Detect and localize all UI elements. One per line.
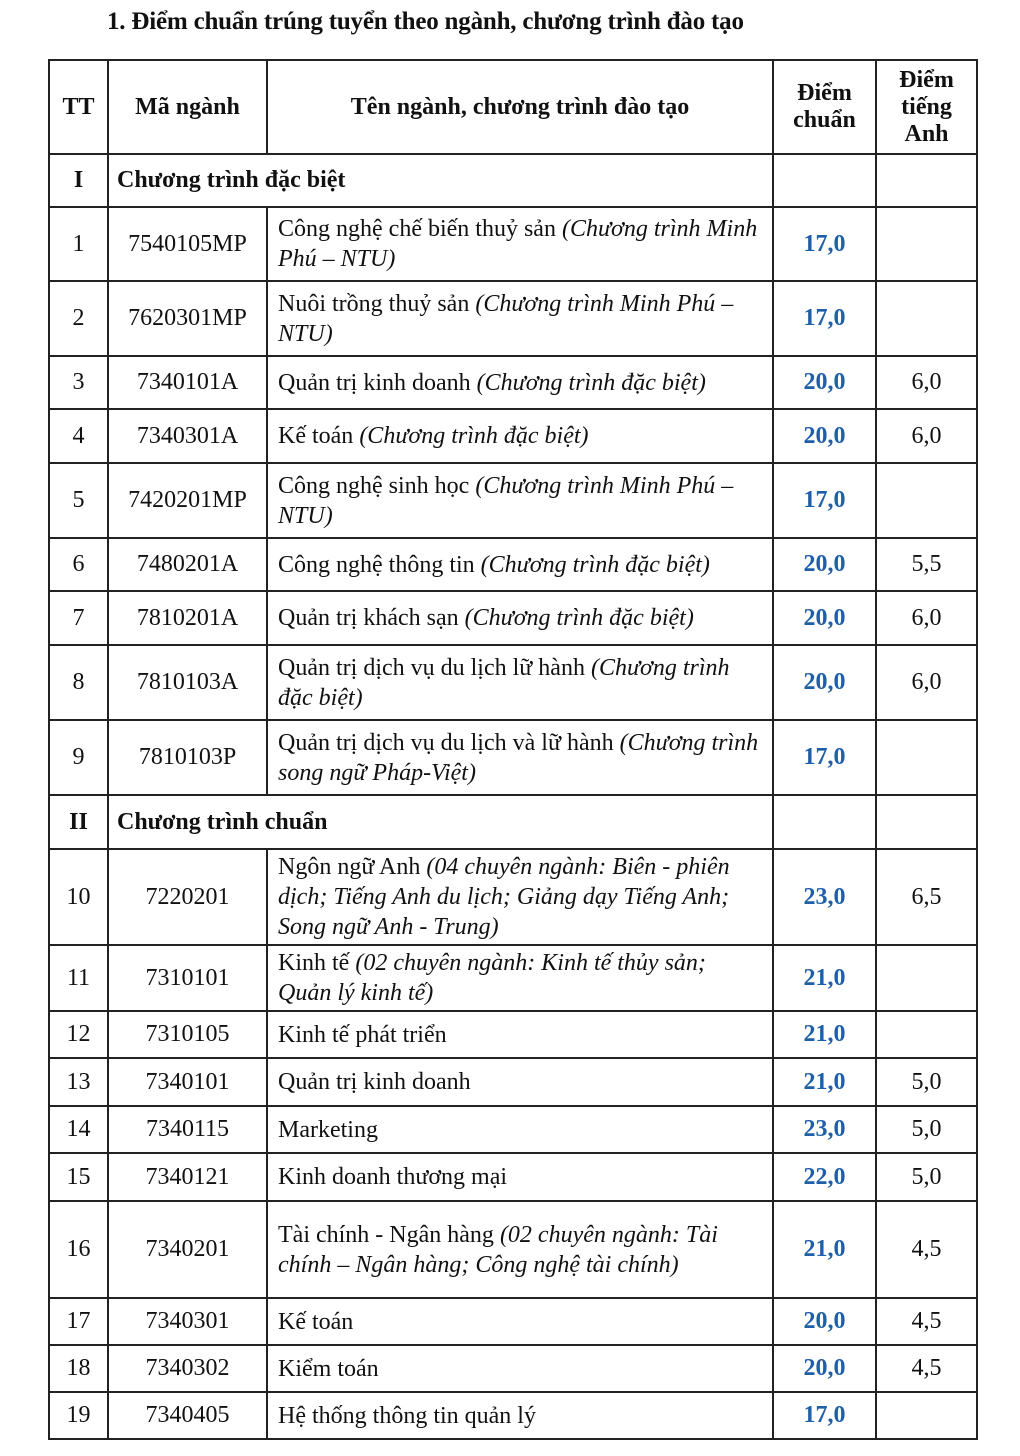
program-name: Ngôn ngữ Anh — [278, 854, 427, 880]
program-name: Hệ thống thông tin quản lý — [278, 1402, 536, 1429]
program-name: Công nghệ thông tin — [278, 551, 481, 578]
table-row — [49, 463, 977, 538]
cutoff-score: 17,0 — [773, 281, 876, 356]
program-name: Quản trị kinh doanh — [278, 369, 477, 396]
cutoff-score: 20,0 — [773, 1345, 876, 1392]
program-note: (Chương trình đặc biệt) — [278, 654, 730, 711]
table-row — [49, 945, 977, 1011]
row-number: 16 — [49, 1201, 108, 1298]
table-row — [49, 409, 977, 463]
table-row — [49, 591, 977, 645]
english-score: 6,0 — [876, 356, 977, 409]
row-number: 15 — [49, 1153, 108, 1201]
row-number: 11 — [49, 945, 108, 1011]
program-code: 7340121 — [108, 1153, 267, 1201]
row-number: 10 — [49, 849, 108, 945]
table-row — [49, 1392, 977, 1439]
program-note: (04 chuyên ngành: Biên - phiên dịch; Tiếng Anh du lịch; Giảng dạy Tiếng Anh; Song ngữ Anh - Trung) — [278, 854, 730, 940]
program-name: Kiểm toán — [278, 1355, 379, 1382]
section-row — [49, 795, 977, 849]
section-score-empty — [773, 795, 876, 849]
program-note: (Chương trình đặc biệt) — [476, 369, 706, 396]
cutoff-score: 21,0 — [773, 1011, 876, 1058]
english-score — [876, 207, 977, 281]
section-title: Chương trình đặc biệt — [108, 154, 773, 207]
english-score: 4,5 — [876, 1345, 977, 1392]
section-title: Chương trình chuẩn — [108, 795, 773, 849]
english-score — [876, 945, 977, 1011]
program-code: 7340201 — [108, 1201, 267, 1298]
section-english-empty — [876, 154, 977, 207]
table-body — [49, 154, 977, 1439]
program-name: Kế toán — [278, 1308, 354, 1335]
program-note: (Chương trình đặc biệt) — [464, 605, 694, 631]
program-name: Kinh doanh thương mại — [278, 1164, 508, 1190]
program-code: 7810103P — [108, 720, 267, 795]
english-score: 6,0 — [876, 645, 977, 720]
section-number: I — [49, 154, 108, 207]
english-score: 6,0 — [876, 409, 977, 463]
english-score — [876, 463, 977, 538]
cutoff-score: 22,0 — [773, 1153, 876, 1201]
program-name-cell — [267, 1298, 773, 1345]
row-number: 7 — [49, 591, 108, 645]
section-number: II — [49, 795, 108, 849]
program-code: 7220201 — [108, 849, 267, 945]
row-number: 1 — [49, 207, 108, 281]
program-name-cell — [267, 720, 773, 795]
program-note: (02 chuyên ngành: Tài chính – Ngân hàng; Công nghệ tài chính) — [278, 1221, 718, 1278]
row-number: 4 — [49, 409, 108, 463]
english-score — [876, 281, 977, 356]
table-row — [49, 1201, 977, 1298]
cutoff-score: 21,0 — [773, 1058, 876, 1106]
program-note: (Chương trình Minh Phú – NTU) — [278, 216, 758, 272]
row-number: 6 — [49, 538, 108, 591]
english-score: 6,0 — [876, 591, 977, 645]
cutoff-score: 21,0 — [773, 1201, 876, 1298]
cutoff-score: 17,0 — [773, 463, 876, 538]
table-row — [49, 281, 977, 356]
program-code: 7420201MP — [108, 463, 267, 538]
cutoff-score: 21,0 — [773, 945, 876, 1011]
section-row — [49, 154, 977, 207]
header-name: Tên ngành, chương trình đào tạo — [267, 60, 773, 154]
row-number: 3 — [49, 356, 108, 409]
program-name-cell — [267, 281, 773, 356]
cutoff-score: 23,0 — [773, 1106, 876, 1153]
program-name-cell — [267, 645, 773, 720]
cutoff-score: 20,0 — [773, 409, 876, 463]
program-name-cell — [267, 409, 773, 463]
table-row — [49, 645, 977, 720]
english-score: 4,5 — [876, 1201, 977, 1298]
program-note: (02 chuyên ngành: Kinh tế thủy sản; Quản lý kinh tế) — [278, 950, 706, 1006]
program-note: (Chương trình Minh Phú – NTU) — [278, 472, 734, 529]
english-score: 5,0 — [876, 1153, 977, 1201]
program-code: 7620301MP — [108, 281, 267, 356]
row-number: 2 — [49, 281, 108, 356]
row-number: 8 — [49, 645, 108, 720]
cutoff-score: 20,0 — [773, 1298, 876, 1345]
row-number: 9 — [49, 720, 108, 795]
cutoff-score: 20,0 — [773, 591, 876, 645]
program-note: (Chương trình đặc biệt) — [480, 551, 710, 578]
english-score: 5,0 — [876, 1106, 977, 1153]
program-name: Kinh tế phát triển — [278, 1021, 447, 1048]
program-name-cell — [267, 1345, 773, 1392]
row-number: 14 — [49, 1106, 108, 1153]
page-heading: 1. Điểm chuẩn trúng tuyển theo ngành, chương trình đào tạo — [107, 8, 744, 35]
program-name: Công nghệ sinh học — [278, 472, 476, 499]
program-name: Quản trị dịch vụ du lịch và lữ hành — [278, 729, 620, 756]
program-code: 7540105MP — [108, 207, 267, 281]
table-row — [49, 1011, 977, 1058]
program-name-cell — [267, 1058, 773, 1106]
program-name: Quản trị khách sạn — [278, 605, 465, 631]
english-score: 5,0 — [876, 1058, 977, 1106]
program-name: Quản trị kinh doanh — [278, 1069, 471, 1095]
english-score: 6,5 — [876, 849, 977, 945]
program-name: Công nghệ chế biến thuỷ sản — [278, 216, 562, 242]
english-score: 4,5 — [876, 1298, 977, 1345]
cutoff-score: 17,0 — [773, 720, 876, 795]
english-score — [876, 720, 977, 795]
program-name-cell — [267, 1201, 773, 1298]
program-name-cell — [267, 538, 773, 591]
header-english: Điểm tiếng Anh — [876, 60, 977, 154]
program-name-cell — [267, 1153, 773, 1201]
row-number: 13 — [49, 1058, 108, 1106]
cutoff-score: 20,0 — [773, 645, 876, 720]
program-name-cell — [267, 207, 773, 281]
table-row — [49, 1298, 977, 1345]
program-name: Tài chính - Ngân hàng — [278, 1221, 500, 1248]
program-code: 7340301 — [108, 1298, 267, 1345]
header-code: Mã ngành — [108, 60, 267, 154]
program-note: (Chương trình đặc biệt) — [359, 423, 589, 449]
program-code: 7340101A — [108, 356, 267, 409]
english-score — [876, 1392, 977, 1439]
admission-scores-table — [48, 59, 978, 1440]
program-name: Marketing — [278, 1116, 378, 1143]
program-name: Kế toán — [278, 423, 360, 449]
table-row — [49, 1106, 977, 1153]
row-number: 12 — [49, 1011, 108, 1058]
program-code: 7810201A — [108, 591, 267, 645]
table-row — [49, 207, 977, 281]
program-name-cell — [267, 356, 773, 409]
program-name: Quản trị dịch vụ du lịch lữ hành — [278, 654, 591, 681]
program-code: 7340115 — [108, 1106, 267, 1153]
cutoff-score: 17,0 — [773, 207, 876, 281]
program-note: (Chương trình Minh Phú – NTU) — [278, 290, 734, 347]
program-code: 7310105 — [108, 1011, 267, 1058]
cutoff-score: 23,0 — [773, 849, 876, 945]
program-name-cell — [267, 591, 773, 645]
program-name-cell — [267, 463, 773, 538]
table-row — [49, 356, 977, 409]
table-row — [49, 1345, 977, 1392]
header-tt: TT — [49, 60, 108, 154]
header-row — [49, 60, 977, 154]
program-code: 7810103A — [108, 645, 267, 720]
program-name-cell — [267, 849, 773, 945]
program-code: 7480201A — [108, 538, 267, 591]
table-row — [49, 538, 977, 591]
program-name-cell — [267, 945, 773, 1011]
program-code: 7340101 — [108, 1058, 267, 1106]
row-number: 17 — [49, 1298, 108, 1345]
program-name-cell — [267, 1392, 773, 1439]
program-code: 7340405 — [108, 1392, 267, 1439]
table-row — [49, 1153, 977, 1201]
row-number: 19 — [49, 1392, 108, 1439]
table-row — [49, 720, 977, 795]
program-code: 7310101 — [108, 945, 267, 1011]
english-score: 5,5 — [876, 538, 977, 591]
header-score: Điểm chuẩn — [773, 60, 876, 154]
program-note: (Chương trình song ngữ Pháp-Việt) — [278, 729, 759, 786]
section-english-empty — [876, 795, 977, 849]
row-number: 18 — [49, 1345, 108, 1392]
english-score — [876, 1011, 977, 1058]
table-row — [49, 849, 977, 945]
row-number: 5 — [49, 463, 108, 538]
cutoff-score: 17,0 — [773, 1392, 876, 1439]
table-row — [49, 1058, 977, 1106]
program-code: 7340302 — [108, 1345, 267, 1392]
program-name: Kinh tế — [278, 950, 356, 976]
program-code: 7340301A — [108, 409, 267, 463]
program-name-cell — [267, 1106, 773, 1153]
program-name: Nuôi trồng thuỷ sản — [278, 290, 476, 317]
program-name-cell — [267, 1011, 773, 1058]
cutoff-score: 20,0 — [773, 356, 876, 409]
section-score-empty — [773, 154, 876, 207]
cutoff-score: 20,0 — [773, 538, 876, 591]
